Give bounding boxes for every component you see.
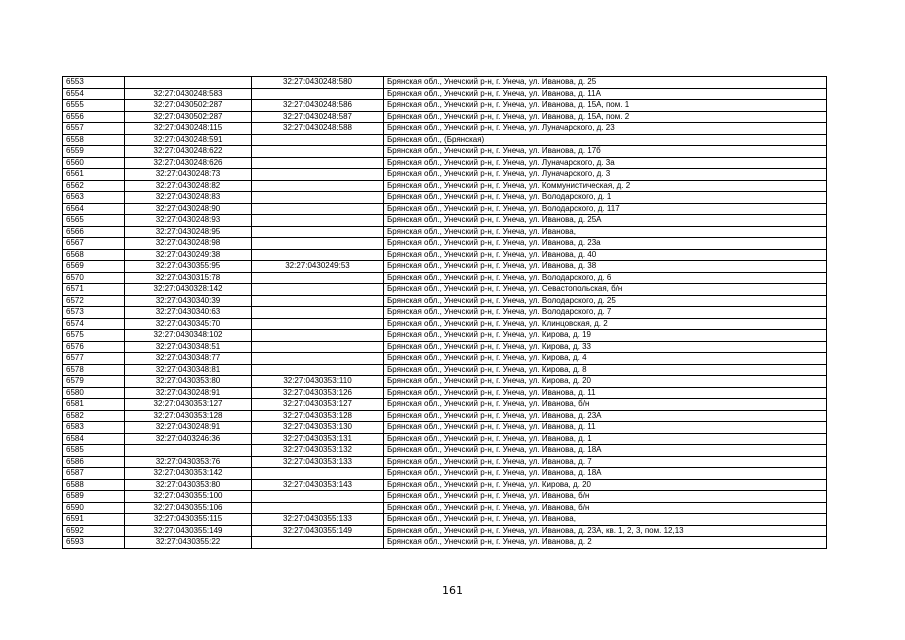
address-cell: Брянская обл., Унечский р-н, г. Унеча, ул. Иванова, д. 2 [384,537,827,549]
cadastral-number-cell: 32:27:0430355:22 [125,537,252,549]
cadastral-number-cell: 32:27:0430248:98 [125,238,252,250]
address-cell: Брянская обл., Унечский р-н, г. Унеча, ул. Кирова, д. 20 [384,479,827,491]
address-cell: Брянская обл., Унечский р-н, г. Унеча, ул. Кирова, д. 8 [384,364,827,376]
address-cell: Брянская обл., Унечский р-н, г. Унеча, ул. Иванова, д. 15А, пом. 2 [384,111,827,123]
linked-cadastral-number-cell: 32:27:0430355:133 [252,514,384,526]
table-row [63,318,827,330]
row-number-cell: 6563 [63,192,125,204]
table-row [63,180,827,192]
row-number-cell: 6590 [63,502,125,514]
row-number-cell: 6560 [63,157,125,169]
table-row [63,111,827,123]
linked-cadastral-number-cell: 32:27:0430353:128 [252,410,384,422]
row-number-cell: 6593 [63,537,125,549]
row-number-cell: 6575 [63,330,125,342]
row-number-cell: 6587 [63,468,125,480]
table-row [63,261,827,273]
address-cell: Брянская обл., Унечский р-н, г. Унеча, ул. Иванова, д. 17б [384,146,827,158]
row-number-cell: 6579 [63,376,125,388]
linked-cadastral-number-cell [252,215,384,227]
table-row [63,146,827,158]
linked-cadastral-number-cell [252,491,384,503]
linked-cadastral-number-cell [252,502,384,514]
linked-cadastral-number-cell [252,318,384,330]
row-number-cell: 6559 [63,146,125,158]
address-cell: Брянская обл., Унечский р-н, г. Унеча, ул. Луначарского, д. 23 [384,123,827,135]
row-number-cell: 6572 [63,295,125,307]
address-cell: Брянская обл., Унечский р-н, г. Унеча, ул. Клинцовская, д. 2 [384,318,827,330]
table-row [63,364,827,376]
address-cell: Брянская обл., Унечский р-н, г. Унеча, ул. Володарского, д. 7 [384,307,827,319]
table-row [63,433,827,445]
row-number-cell: 6553 [63,77,125,89]
row-number-cell: 6583 [63,422,125,434]
address-cell: Брянская обл., Унечский р-н, г. Унеча, ул. Иванова, д. 25 [384,77,827,89]
cadastral-number-cell: 32:27:0430353:80 [125,376,252,388]
address-cell: Брянская обл., Унечский р-н, г. Унеча, ул. Кирова, д. 4 [384,353,827,365]
row-number-cell: 6570 [63,272,125,284]
linked-cadastral-number-cell: 32:27:0430353:127 [252,399,384,411]
address-cell: Брянская обл., Унечский р-н, г. Унеча, ул. Иванова, б/н [384,491,827,503]
row-number-cell: 6561 [63,169,125,181]
row-number-cell: 6592 [63,525,125,537]
cadastral-number-cell: 32:27:0430355:106 [125,502,252,514]
table-row [63,387,827,399]
row-number-cell: 6571 [63,284,125,296]
linked-cadastral-number-cell [252,249,384,261]
address-cell: Брянская обл., Унечский р-н, г. Унеча, ул. Иванова, [384,226,827,238]
table-row [63,353,827,365]
linked-cadastral-number-cell [252,146,384,158]
table-row [63,307,827,319]
linked-cadastral-number-cell [252,364,384,376]
row-number-cell: 6580 [63,387,125,399]
table-row [63,456,827,468]
linked-cadastral-number-cell [252,169,384,181]
address-cell: Брянская обл., Унечский р-н, г. Унеча, ул. Володарского, д. 25 [384,295,827,307]
table-row [63,376,827,388]
cadastral-number-cell: 32:27:0430502:287 [125,100,252,112]
cadastral-number-cell: 32:27:0430248:115 [125,123,252,135]
table-row [63,514,827,526]
row-number-cell: 6584 [63,433,125,445]
table-row [63,410,827,422]
table-row [63,100,827,112]
address-cell: Брянская обл., Унечский р-н, г. Унеча, ул. Иванова, д. 11 [384,422,827,434]
address-cell: Брянская обл., Унечский р-н, г. Унеча, ул. Иванова, [384,514,827,526]
address-cell: Брянская обл., Унечский р-н, г. Унеча, ул. Иванова, д. 11 [384,387,827,399]
cadastral-number-cell: 32:27:0430248:90 [125,203,252,215]
cadastral-number-cell: 32:27:0430502:287 [125,111,252,123]
address-cell: Брянская обл., Унечский р-н, г. Унеча, ул. Иванова, д. 18А [384,445,827,457]
address-cell: Брянская обл., Унечский р-н, г. Унеча, ул. Коммунистическая, д. 2 [384,180,827,192]
linked-cadastral-number-cell [252,180,384,192]
cadastral-number-cell: 32:27:0430355:149 [125,525,252,537]
row-number-cell: 6574 [63,318,125,330]
row-number-cell: 6569 [63,261,125,273]
cadastral-number-cell: 32:27:0430355:115 [125,514,252,526]
cadastral-number-cell: 32:27:0430248:91 [125,422,252,434]
address-cell: Брянская обл., Унечский р-н, г. Унеча, ул. Луначарского, д. 3 [384,169,827,181]
table-row [63,445,827,457]
address-cell: Брянская обл., Унечский р-н, г. Унеча, ул. Иванова, д. 40 [384,249,827,261]
linked-cadastral-number-cell: 32:27:0430248:588 [252,123,384,135]
table-row [63,422,827,434]
linked-cadastral-number-cell [252,330,384,342]
cadastral-number-cell: 32:27:0430248:91 [125,387,252,399]
table-row [63,238,827,250]
cadastral-number-cell: 32:27:0430353:80 [125,479,252,491]
row-number-cell: 6557 [63,123,125,135]
cadastral-number-cell: 32:27:0430345:70 [125,318,252,330]
address-cell: Брянская обл., Унечский р-н, г. Унеча, ул. Кирова, д. 19 [384,330,827,342]
table-row [63,226,827,238]
linked-cadastral-number-cell: 32:27:0430353:133 [252,456,384,468]
cadastral-number-cell [125,445,252,457]
linked-cadastral-number-cell: 32:27:0430248:586 [252,100,384,112]
cadastral-number-cell: 32:27:0430248:93 [125,215,252,227]
address-cell: Брянская обл., Унечский р-н, г. Унеча, ул. Луначарского, д. 3а [384,157,827,169]
cadastral-number-cell: 32:27:0430248:622 [125,146,252,158]
table-row [63,134,827,146]
linked-cadastral-number-cell [252,157,384,169]
linked-cadastral-number-cell [252,537,384,549]
linked-cadastral-number-cell: 32:27:0430353:132 [252,445,384,457]
row-number-cell: 6576 [63,341,125,353]
cadastral-number-cell: 32:27:0403246:36 [125,433,252,445]
cadastral-number-cell: 32:27:0430248:73 [125,169,252,181]
address-cell: Брянская обл., Унечский р-н, г. Унеча, ул. Кирова, д. 20 [384,376,827,388]
cadastral-number-cell: 32:27:0430248:82 [125,180,252,192]
table-row [63,284,827,296]
linked-cadastral-number-cell [252,307,384,319]
address-cell: Брянская обл., Унечский р-н, г. Унеча, ул. Иванова, д. 11А [384,88,827,100]
linked-cadastral-number-cell [252,341,384,353]
address-cell: Брянская обл., Унечский р-н, г. Унеча, ул. Иванова, б/н [384,399,827,411]
row-number-cell: 6581 [63,399,125,411]
row-number-cell: 6558 [63,134,125,146]
address-cell: Брянская обл., Унечский р-н, г. Унеча, ул. Иванова, д. 15А, пом. 1 [384,100,827,112]
table-row [63,330,827,342]
row-number-cell: 6573 [63,307,125,319]
linked-cadastral-number-cell: 32:27:0430353:143 [252,479,384,491]
cadastral-number-cell: 32:27:0430355:100 [125,491,252,503]
row-number-cell: 6591 [63,514,125,526]
linked-cadastral-number-cell: 32:27:0430353:130 [252,422,384,434]
address-cell: Брянская обл., Унечский р-н, г. Унеча, ул. Иванова, д. 1 [384,433,827,445]
table-row [63,341,827,353]
page-number: 161 [442,584,463,597]
row-number-cell: 6567 [63,238,125,250]
cadastral-number-cell: 32:27:0430353:128 [125,410,252,422]
row-number-cell: 6566 [63,226,125,238]
table-row [63,203,827,215]
cadastral-number-cell: 32:27:0430353:127 [125,399,252,411]
cadastral-number-cell: 32:27:0430248:591 [125,134,252,146]
linked-cadastral-number-cell [252,284,384,296]
table-row [63,525,827,537]
linked-cadastral-number-cell [252,468,384,480]
cadastral-number-cell: 32:27:0430315:78 [125,272,252,284]
registry-table-body [63,77,827,549]
row-number-cell: 6582 [63,410,125,422]
table-row [63,123,827,135]
table-row [63,295,827,307]
table-row [63,502,827,514]
linked-cadastral-number-cell: 32:27:0430353:131 [252,433,384,445]
row-number-cell: 6578 [63,364,125,376]
linked-cadastral-number-cell: 32:27:0430353:126 [252,387,384,399]
row-number-cell: 6555 [63,100,125,112]
address-cell: Брянская обл., Унечский р-н, г. Унеча, ул. Володарского, д. 1 [384,192,827,204]
table-row [63,249,827,261]
linked-cadastral-number-cell: 32:27:0430248:580 [252,77,384,89]
address-cell: Брянская обл., Унечский р-н, г. Унеча, ул. Севастопольская, б/н [384,284,827,296]
table-row [63,215,827,227]
row-number-cell: 6577 [63,353,125,365]
address-cell: Брянская обл., Унечский р-н, г. Унеча, ул. Иванова, б/н [384,502,827,514]
linked-cadastral-number-cell [252,192,384,204]
table-row [63,157,827,169]
row-number-cell: 6588 [63,479,125,491]
table-row [63,77,827,89]
cadastral-number-cell: 32:27:0430348:81 [125,364,252,376]
table-row [63,192,827,204]
address-cell: Брянская обл., Унечский р-н, г. Унеча, ул. Иванова, д. 23А [384,410,827,422]
cadastral-number-cell: 32:27:0430340:39 [125,295,252,307]
address-cell: Брянская обл., (Брянская) [384,134,827,146]
linked-cadastral-number-cell [252,272,384,284]
linked-cadastral-number-cell [252,203,384,215]
linked-cadastral-number-cell [252,353,384,365]
table-row [63,399,827,411]
row-number-cell: 6568 [63,249,125,261]
cadastral-number-cell: 32:27:0430348:77 [125,353,252,365]
row-number-cell: 6564 [63,203,125,215]
cadastral-number-cell: 32:27:0430353:76 [125,456,252,468]
address-cell: Брянская обл., Унечский р-н, г. Унеча, ул. Иванова, д. 18А [384,468,827,480]
table-row [63,272,827,284]
address-cell: Брянская обл., Унечский р-н, г. Унеча, ул. Кирова, д. 33 [384,341,827,353]
cadastral-number-cell: 32:27:0430355:95 [125,261,252,273]
table-row [63,537,827,549]
cadastral-number-cell: 32:27:0430340:63 [125,307,252,319]
linked-cadastral-number-cell [252,226,384,238]
linked-cadastral-number-cell [252,88,384,100]
address-cell: Брянская обл., Унечский р-н, г. Унеча, ул. Иванова, д. 23а [384,238,827,250]
row-number-cell: 6565 [63,215,125,227]
linked-cadastral-number-cell [252,134,384,146]
address-cell: Брянская обл., Унечский р-н, г. Унеча, ул. Иванова, д. 23А, кв. 1, 2, 3, пом. 12,13 [384,525,827,537]
cadastral-number-cell: 32:27:0430248:626 [125,157,252,169]
row-number-cell: 6554 [63,88,125,100]
linked-cadastral-number-cell: 32:27:0430355:149 [252,525,384,537]
cadastral-number-cell: 32:27:0430328:142 [125,284,252,296]
table-row [63,479,827,491]
cadastral-number-cell: 32:27:0430248:83 [125,192,252,204]
cadastral-number-cell: 32:27:0430348:51 [125,341,252,353]
row-number-cell: 6562 [63,180,125,192]
linked-cadastral-number-cell [252,295,384,307]
cadastral-number-cell: 32:27:0430248:95 [125,226,252,238]
address-cell: Брянская обл., Унечский р-н, г. Унеча, ул. Иванова, д. 25А [384,215,827,227]
table-row [63,88,827,100]
linked-cadastral-number-cell: 32:27:0430249:53 [252,261,384,273]
registry-table [62,76,827,549]
table-row [63,491,827,503]
cadastral-number-cell: 32:27:0430348:102 [125,330,252,342]
address-cell: Брянская обл., Унечский р-н, г. Унеча, ул. Володарского, д. 117 [384,203,827,215]
address-cell: Брянская обл., Унечский р-н, г. Унеча, ул. Володарского, д. 6 [384,272,827,284]
row-number-cell: 6556 [63,111,125,123]
linked-cadastral-number-cell: 32:27:0430353:110 [252,376,384,388]
row-number-cell: 6586 [63,456,125,468]
table-row [63,169,827,181]
cadastral-number-cell: 32:27:0430248:583 [125,88,252,100]
linked-cadastral-number-cell [252,238,384,250]
cadastral-number-cell: 32:27:0430353:142 [125,468,252,480]
cadastral-number-cell [125,77,252,89]
table-row [63,468,827,480]
cadastral-number-cell: 32:27:0430249:38 [125,249,252,261]
address-cell: Брянская обл., Унечский р-н, г. Унеча, ул. Иванова, д. 38 [384,261,827,273]
row-number-cell: 6585 [63,445,125,457]
address-cell: Брянская обл., Унечский р-н, г. Унеча, ул. Иванова, д. 7 [384,456,827,468]
row-number-cell: 6589 [63,491,125,503]
linked-cadastral-number-cell: 32:27:0430248:587 [252,111,384,123]
